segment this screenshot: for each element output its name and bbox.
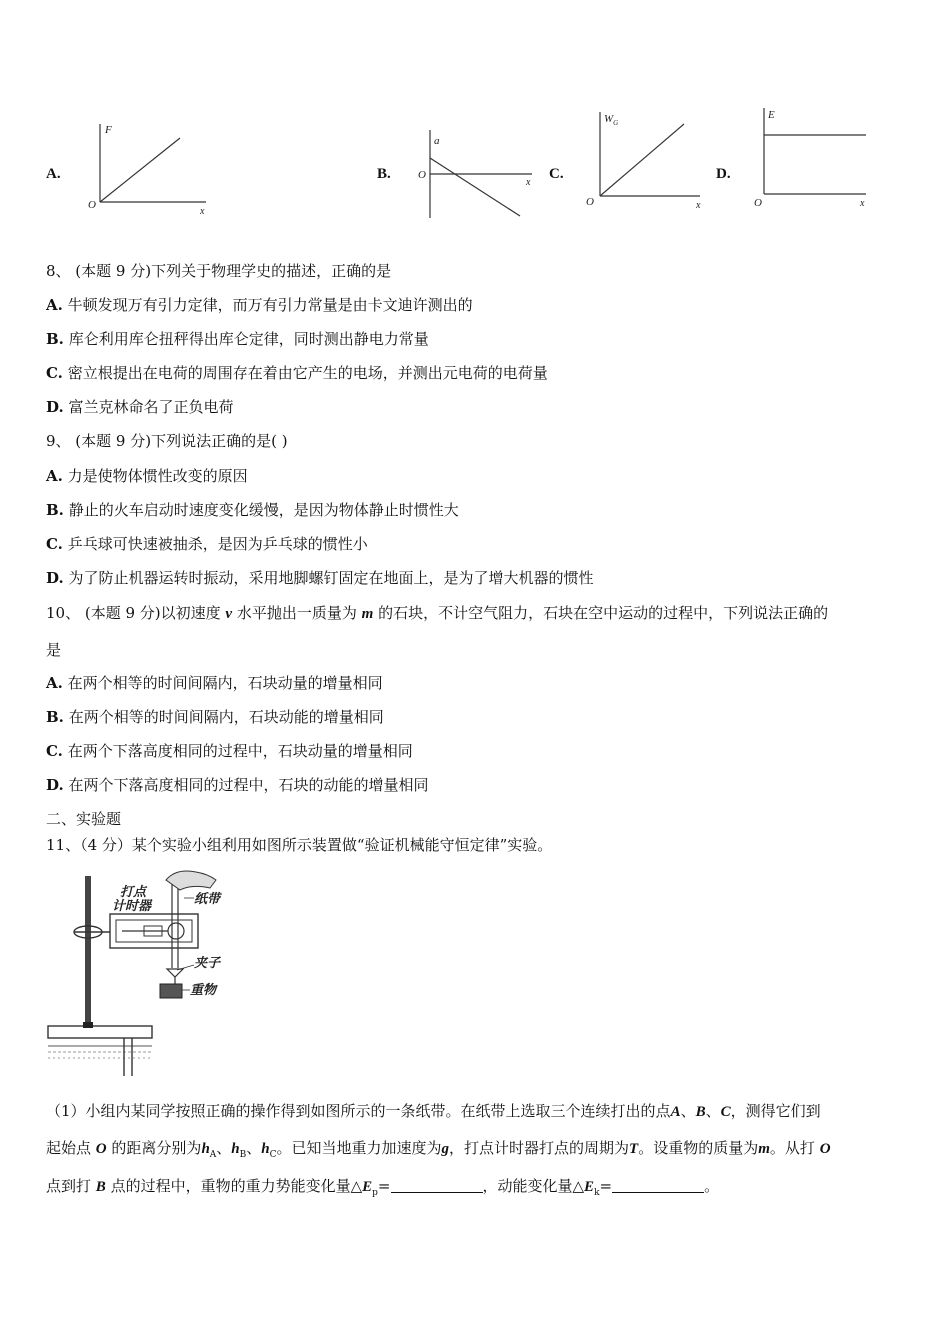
y-axis-label: $W_G$ [604, 113, 619, 127]
q11-part1-line2: 起始点 O 的距离分别为$h_A$、$h_B$、$h_C$。已知当地重力加速度为g，打点计时器打点的周期为T。设重物的质量为m。从打 O [46, 1139, 831, 1160]
origin-label: O [88, 199, 96, 211]
q10-stem: 10、 (本题 9 分)以初速度 v 水平抛出一质量为 m 的石块，不计空气阻力，石块在空中运动的过程中，下列说法正确的 [46, 604, 829, 622]
apparatus-figure [44, 866, 234, 1078]
answer-blank-ep[interactable] [391, 1178, 483, 1193]
q8-option-a: A. 牛顿发现万有引力定律，而万有引力常量是由卡文迪许测出的 [46, 296, 473, 314]
q8-option-c: C. 密立根提出在电荷的周围存在着由它产生的电场，并测出元电荷的电荷量 [46, 364, 548, 382]
option-b-label: B. [377, 166, 391, 182]
y-axis-label: E [768, 109, 775, 121]
q11-part1-line3: 点到打 B 点的过程中，重物的重力势能变化量$\triangle E_p=$ ，动能变化量$\triangle E_k=$ 。 [46, 1177, 720, 1198]
option-d-label: D. [716, 166, 731, 182]
graph-a [80, 118, 210, 218]
graph-b [410, 124, 540, 224]
option-a-label: A. [46, 166, 61, 182]
hand [166, 871, 216, 890]
q9-option-c: C. 乒乓球可快速被抽杀，是因为乒乓球的惯性小 [46, 535, 368, 553]
q10-stem-cont: 是 [46, 641, 62, 659]
q9-option-a: A. 力是使物体惯性改变的原因 [46, 467, 248, 485]
graph-line [600, 124, 684, 196]
origin-label: O [418, 169, 426, 181]
q10-option-d: D. 在两个下落高度相同的过程中，石块的动能的增量相同 [46, 776, 429, 794]
label-tape: 纸带 [194, 891, 221, 906]
graph-c [582, 108, 712, 214]
graph-line [430, 158, 520, 216]
q8-option-d: D. 富兰克林命名了正负电荷 [46, 398, 234, 416]
graph-d [748, 104, 878, 210]
origin-label: O [754, 197, 762, 209]
stand-base [48, 1026, 152, 1038]
x-axis-label: x [200, 206, 205, 217]
x-axis-label: x [526, 177, 531, 188]
section-heading: 二、实验题 [46, 810, 122, 828]
label-timer-2: 计时器 [112, 898, 152, 913]
label-clip: 夹子 [194, 955, 221, 970]
label-timer-1: 打点 [120, 884, 147, 899]
answer-blank-ek[interactable] [612, 1178, 704, 1193]
option-c-label: C. [549, 166, 564, 182]
y-axis-label: a [434, 135, 440, 147]
q10-option-b: B. 在两个相等的时间间隔内，石块动能的增量相同 [46, 708, 384, 726]
label-weight: 重物 [190, 982, 217, 997]
q11-part1-line1: （1）小组内某同学按照正确的操作得到如图所示的一条纸带。在纸带上选取三个连续打出的点A、B、C，测得它们到 [46, 1102, 821, 1120]
q10-option-a: A. 在两个相等的时间间隔内，石块动量的增量相同 [46, 674, 383, 692]
q8-stem: 8、 (本题 9 分)下列关于物理学史的描述，正确的是 [46, 262, 392, 280]
clip [167, 969, 183, 977]
graph-line [100, 138, 180, 202]
weight [160, 984, 182, 998]
x-axis-label: x [860, 198, 865, 209]
q9-option-d: D. 为了防止机器运转时振动，采用地脚螺钉固定在地面上，是为了增大机器的惯性 [46, 569, 594, 587]
q9-stem: 9、 (本题 9 分)下列说法正确的是( ) [46, 432, 288, 450]
q10-option-c: C. 在两个下落高度相同的过程中，石块动量的增量相同 [46, 742, 413, 760]
q8-option-b: B. 库仑利用库仑扭秤得出库仑定律，同时测出静电力常量 [46, 330, 429, 348]
q11-stem: 11、（4 分）某个实验小组利用如图所示装置做“验证机械能守恒定律”实验。 [46, 836, 553, 854]
stand-rod [85, 876, 91, 1028]
y-axis-label: F [105, 124, 112, 136]
x-axis-label: x [696, 200, 701, 211]
q9-option-b: B. 静止的火车启动时速度变化缓慢，是因为物体静止时惯性大 [46, 501, 459, 519]
origin-label: O [586, 196, 594, 208]
